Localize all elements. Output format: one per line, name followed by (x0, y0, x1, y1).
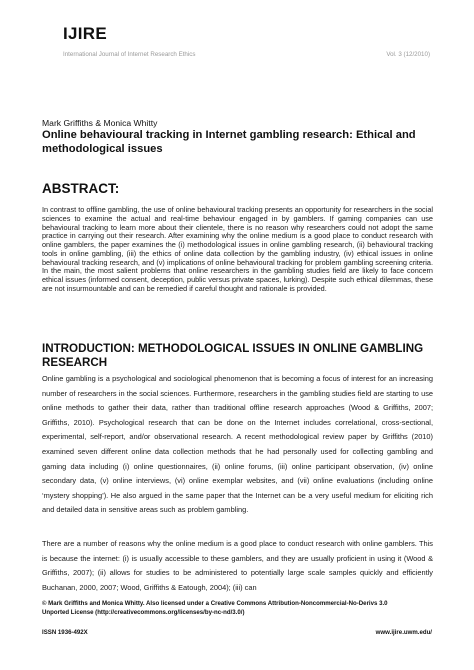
introduction-paragraph-2: There are a number of reasons why the online medium is a good place to conduct research with online gamblers. This is because the internet: (i) is usually accessible to these gamblers, and they are usually proficient in using it (Wood & Griffiths, 2007); (ii) allows for studies to be administered to potentially large scale samples quickly and efficiently Buchanan, 2000, 2007; Wood, Griffiths & Eatough, 2004); (iii) can (42, 539, 433, 592)
abstract-text: In contrast to offline gambling, the use of online behavioural tracking presents an opportunity for researchers in the social sciences to examine the actual and real-time behaviour engaged in by gamblers. If gaming companies can use behavioural tracking to learn more about their clientele, there is no reason why researchers could not adopt the same practice in carrying out their research. After examining why the online medium is a good place to conduct research with online gamblers, the paper examines the (i) methodological issues in online gambling research, (ii) behavioural tracking tools in online gambling, (iii) the ethics of online data collection by the gambling industry, (iv) ethical issues in online behavioural tracking research, and (v) implications of online behavioural tracking for problem gambling screening criteria. In the main, the most salient problems that online researchers in the gambling studies field are likely to face concern ethical issues (informed consent, deception, public versus private spaces, lurking). Despite such ethical dilemmas, these are not insurmountable and can be remedied if careful thought and rationale is provided. (42, 205, 433, 293)
license-line-1: © Mark Griffiths and Monica Whitty. Also licensed under a Creative Commons Attribution-Noncommercial-No-Derivs 3.0 (42, 600, 388, 607)
journal-url: www.ijire.uwm.edu/ (375, 629, 432, 636)
introduction-heading: INTRODUCTION: METHODOLOGICAL ISSUES IN ONLINE GAMBLING RESEARCH (42, 342, 424, 369)
volume-info: Vol. 3 (12/2010) (386, 51, 430, 58)
journal-code: IJIRE (63, 24, 108, 43)
journal-name: International Journal of Internet Research Ethics (63, 51, 196, 58)
issn: ISSN 1936-492X (42, 629, 88, 636)
license-notice (42, 599, 442, 617)
license-line-2: Unported License (http://creativecommons.org/licenses/by-nc-nd/3.0/) (42, 609, 245, 616)
introduction-paragraph-1: Online gambling is a psychological and sociological phenomenon that is becoming a focus of interest for an increasing number of researchers in the social sciences. Furthermore, researchers in the gambling studies field are starting to use online methods to gather their data, rather than traditional offline research approaches (Wood & Griffiths, 2007; Griffiths, 2010). Psychological research that can be done on the Internet includes correlational, cross-sectional, experimental, self-report, and/or observational research. A recent methodological review paper by Griffiths (2010) examined seven different online data collection methods that he had personally used for collecting gambling and gaming data including (i) online questionnaires, (ii) online forums, (iii) online participant observation, (iv) online secondary data, (v) online interviews, (vi) online exemplar websites, and (vii) online evaluations (including online ‘mystery shopping’). He also argued in the same paper that the Internet can be a very useful medium for eliciting rich and detailed data in sensitive areas such as problem gambling. (42, 374, 433, 515)
article-authors: Mark Griffiths & Monica Whitty (42, 118, 158, 128)
article-title: Online behavioural tracking in Internet gambling research: Ethical and methodological issues (42, 129, 416, 155)
abstract-heading: ABSTRACT: (42, 181, 120, 196)
